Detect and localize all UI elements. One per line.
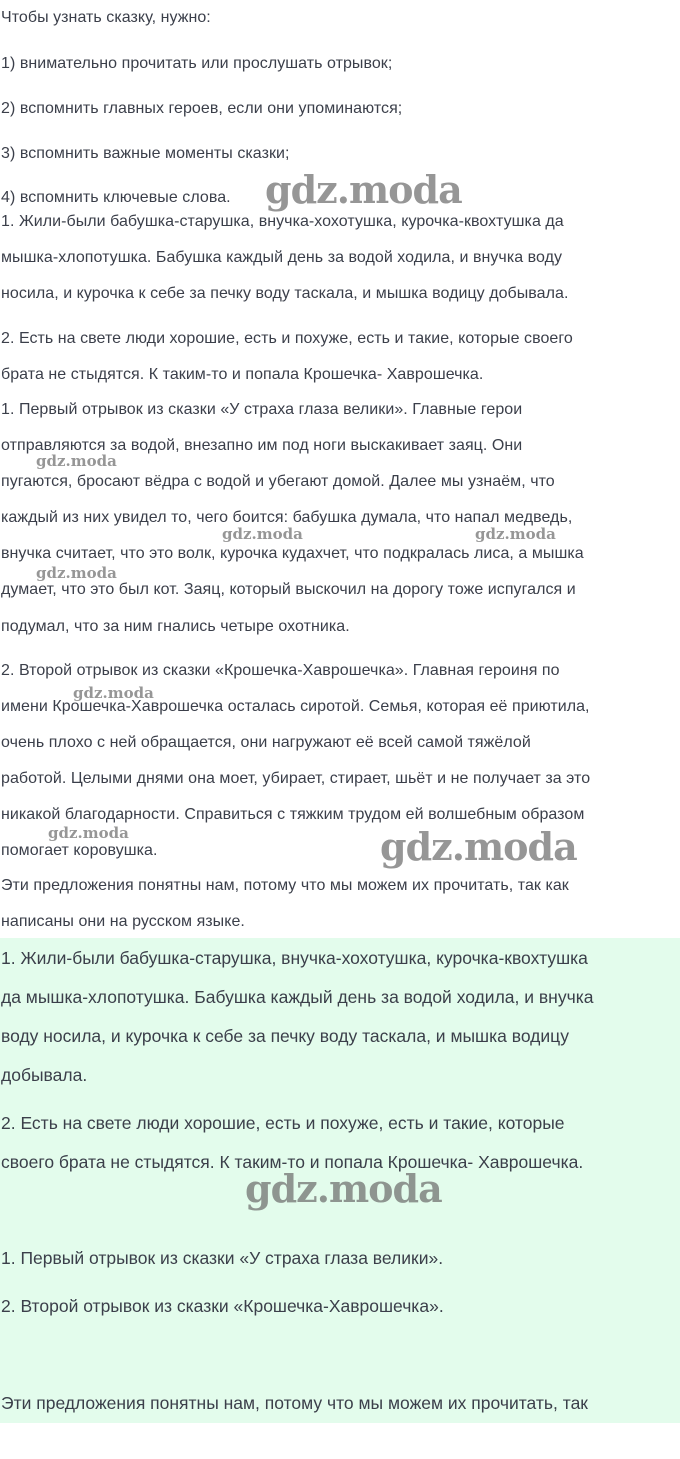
solution-line: 1. Жили-были бабушка-старушка, внучка-хохотушка, курочка-квохтушка да [1,213,564,230]
answer-line: 1. Жили-были бабушка-старушка, внучка-хохотушка, курочка-квохтушка [1,948,588,968]
solution-line: Эти предложения понятны нам, потому что мы можем их прочитать, так как [1,877,569,894]
watermark-logo: gdz.moda [36,452,117,470]
solution-line: пугаются, бросают вёдра с водой и убегают домой. Далее мы узнаём, что [1,473,555,490]
solution-line: носила, и курочка к себе за печку воду таскала, и мышка водицу добывала. [1,285,569,302]
answer-line: 2. Второй отрывок из сказки «Крошечка-Хаврошечка». [1,1296,444,1316]
watermark-logo: gdz.moda [73,684,154,702]
answer-line: 1. Первый отрывок из сказки «У страха глаза велики». [1,1248,444,1268]
answer-line: да мышка-хлопотушка. Бабушка каждый день за водой ходила, и внучка [1,987,594,1007]
watermark-logo: gdz.moda [475,525,556,543]
solution-line: мышка-хлопотушка. Бабушка каждый день за водой ходила, и внучка воду [1,249,563,266]
intro-step: 2) вспомнить главных героев, если они упоминаются; [1,100,403,117]
solution-line: отправляются за водой, внезапно им под ноги выскакивает заяц. Они [1,437,523,454]
solution-line: имени Крошечка-Хаврошечка осталась сиротой. Семья, которая её приютила, [1,698,590,715]
intro-step: 4) вспомнить ключевые слова. [1,189,231,206]
solution-line: помогает коровушка. [1,842,158,859]
solution-line: внучка считает, что это волк, курочка кудахчет, что подкралась лиса, а мышка [1,545,584,562]
watermark-logo: gdz.moda [36,564,117,582]
answer-line: Эти предложения понятны нам, потому что мы можем их прочитать, так [1,1393,588,1413]
solution-line: 1. Первый отрывок из сказки «У страха глаза велики». Главные герои [1,401,523,418]
solution-line: каждый из них увидел то, чего боится: бабушка думала, что напал медведь, [1,509,573,526]
solution-line: очень плохо с ней обращается, они нагружают её всей самой тяжёлой [1,734,531,751]
solution-line: брата не стыдятся. К таким-то и попала Крошечка- Хаврошечка. [1,366,484,383]
intro-heading: Чтобы узнать сказку, нужно: [1,9,211,26]
intro-step: 1) внимательно прочитать или прослушать отрывок; [1,55,393,72]
intro-step: 3) вспомнить важные моменты сказки; [1,145,290,162]
answer-line: воду носила, и курочка к себе за печку воду таскала, и мышка водицу [1,1026,569,1046]
watermark-logo: gdz.moda [265,167,462,212]
solution-line: 2. Есть на свете люди хорошие, есть и похуже, есть и такие, которые своего [1,330,573,347]
answer-line: добывала. [1,1065,88,1085]
watermark-logo: gdz.moda [48,824,129,842]
solution-line: работой. Целыми днями она моет, убирает, стирает, шьёт и не получает за это [1,770,591,787]
answer-line: своего брата не стыдятся. К таким-то и попала Крошечка- Хаврошечка. [1,1152,584,1172]
solution-line: написаны они на русском языке. [1,913,245,930]
watermark-logo: gdz.moda [380,824,577,869]
watermark-logo: gdz.moda [245,1166,442,1211]
solution-line: подумал, что за ним гнались четыре охотника. [1,618,350,635]
answer-line: 2. Есть на свете люди хорошие, есть и похуже, есть и такие, которые [1,1113,565,1133]
solution-line: думает, что это был кот. Заяц, который выскочил на дорогу тоже испугался и [1,581,576,598]
solution-line: 2. Второй отрывок из сказки «Крошечка-Хаврошечка». Главная героиня по [1,662,560,679]
watermark-logo: gdz.moda [222,525,303,543]
solution-line: никакой благодарности. Справиться с тяжким трудом ей волшебным образом [1,806,585,823]
